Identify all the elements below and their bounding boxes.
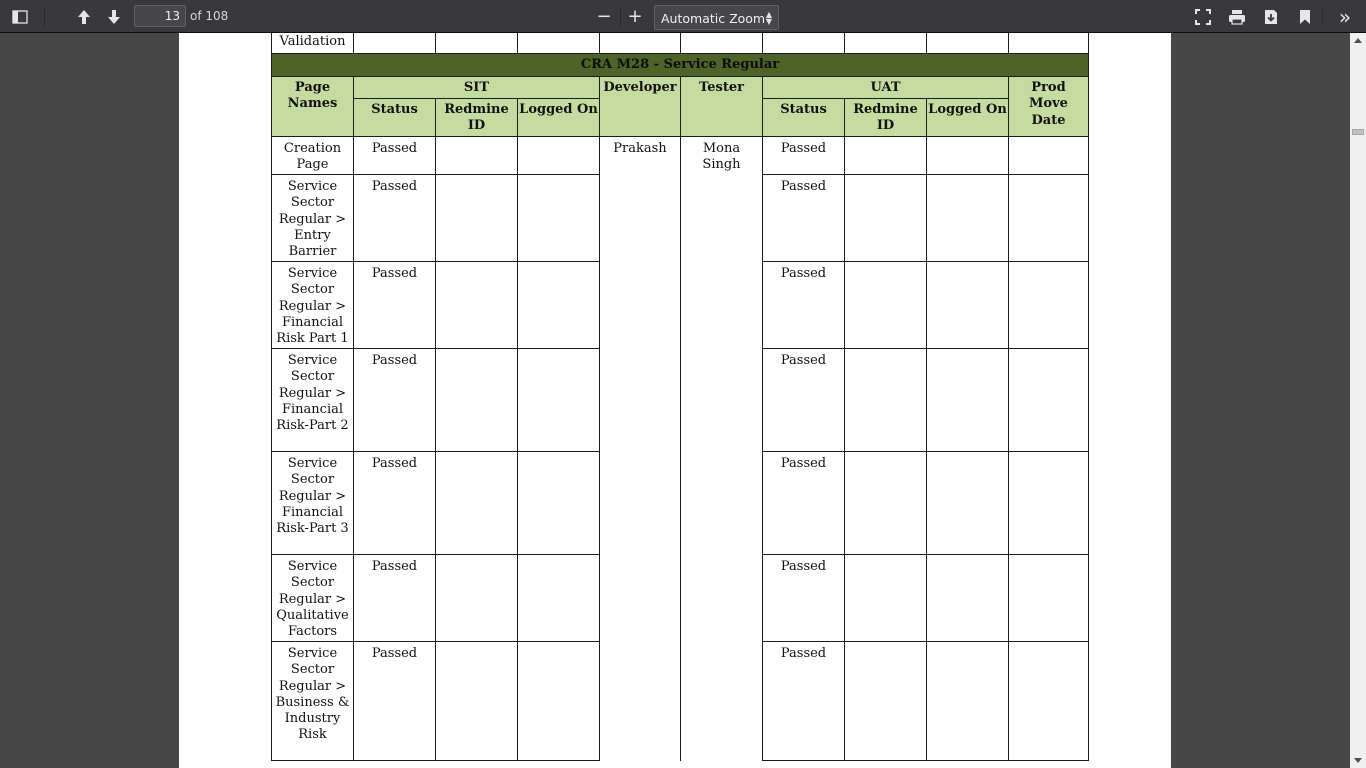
page-name-cell: Service Sector Regular > Financial Risk Part 1 [272, 262, 354, 349]
fullscreen-icon [1195, 9, 1211, 25]
table-title-row [272, 54, 1089, 77]
zoom-select[interactable] [654, 5, 779, 30]
pdf-page [179, 33, 1171, 768]
header-sit: SIT [354, 77, 600, 99]
page-name-cell: Service Sector Regular > Qualitative Factors [272, 555, 354, 642]
empty-cell [354, 33, 436, 54]
header-uat-logged-on: Logged On [927, 99, 1009, 137]
download-button[interactable] [1258, 4, 1284, 29]
sit-logged-cell [518, 137, 600, 175]
toolbar-separator [1322, 7, 1323, 26]
sit-logged-cell [518, 262, 600, 349]
printer-icon [1228, 9, 1246, 25]
next-page-button[interactable] [101, 4, 127, 29]
presentation-mode-button[interactable] [1190, 4, 1216, 29]
uat-redmine-cell [845, 452, 927, 555]
header-uat-redmine-id: Redmine ID [845, 99, 927, 137]
sit-status-cell: Passed [354, 262, 436, 349]
uat-redmine-cell [845, 137, 927, 175]
zoom-in-button[interactable] [622, 4, 648, 29]
uat-logged-cell [927, 452, 1009, 555]
sit-logged-cell [518, 555, 600, 642]
uat-redmine-cell [845, 642, 927, 761]
header-sit-redmine-id: Redmine ID [436, 99, 518, 137]
header-row [272, 77, 1089, 99]
empty-cell [763, 33, 845, 54]
test-status-table [271, 33, 1089, 761]
sidebar-toggle-button[interactable] [7, 4, 33, 29]
empty-cell [600, 33, 681, 54]
table-title: CRA M28 - Service Regular [272, 54, 1089, 77]
header-developer: Developer [600, 77, 681, 137]
empty-cell [1009, 33, 1089, 54]
uat-logged-cell [927, 137, 1009, 175]
table-row [272, 33, 1089, 54]
developer-cell [600, 137, 681, 761]
header-uat-status: Status [763, 99, 845, 137]
table-row [272, 137, 1089, 175]
arrow-down-icon [107, 9, 121, 25]
print-button[interactable] [1224, 4, 1250, 29]
sit-status-cell: Passed [354, 642, 436, 761]
sit-status-cell: Passed [354, 349, 436, 452]
page-name-cell: Service Sector Regular > Financial Risk-Part 2 [272, 349, 354, 452]
tools-menu-button[interactable] [1332, 4, 1358, 29]
tester-cell [681, 137, 763, 761]
empty-cell [518, 33, 600, 54]
document-viewer[interactable] [0, 33, 1366, 768]
uat-logged-cell [927, 175, 1009, 262]
page-name-cell: Service Sector Regular > Business & Industry Risk [272, 642, 354, 761]
pdf-toolbar [0, 0, 1366, 33]
sit-status-cell: Passed [354, 555, 436, 642]
sit-redmine-cell [436, 175, 518, 262]
zoom-out-button[interactable] [591, 4, 617, 29]
page-number-input[interactable]: 13 [134, 5, 186, 27]
uat-logged-cell [927, 349, 1009, 452]
prod-move-date-cell [1009, 349, 1089, 452]
scroll-up-button[interactable] [1350, 33, 1366, 49]
empty-cell [927, 33, 1009, 54]
empty-cell [845, 33, 927, 54]
sit-redmine-cell [436, 642, 518, 761]
prod-move-date-cell [1009, 452, 1089, 555]
sit-status-cell: Passed [354, 175, 436, 262]
sit-logged-cell [518, 642, 600, 761]
previous-page-button[interactable] [71, 4, 97, 29]
minus-icon: − [596, 6, 612, 27]
download-icon [1263, 9, 1279, 25]
prod-move-date-cell [1009, 555, 1089, 642]
page-name-cell: Creation Page [272, 137, 354, 175]
uat-status-cell: Passed [763, 349, 845, 452]
header-uat: UAT [763, 77, 1009, 99]
sit-status-cell: Passed [354, 452, 436, 555]
triangle-up-icon [1350, 33, 1366, 49]
bookmark-icon [1299, 9, 1311, 25]
sit-redmine-cell [436, 262, 518, 349]
sit-redmine-cell [436, 349, 518, 452]
sit-logged-cell [518, 175, 600, 262]
scroll-down-button[interactable] [1350, 752, 1366, 768]
prod-move-date-cell [1009, 175, 1089, 262]
developer-name: Prakash [613, 141, 667, 156]
sit-logged-cell [518, 349, 600, 452]
empty-cell [681, 33, 763, 54]
uat-status-cell: Passed [763, 452, 845, 555]
toolbar-separator [44, 7, 45, 26]
bookmark-button[interactable] [1292, 4, 1318, 29]
sit-redmine-cell [436, 555, 518, 642]
sit-logged-cell [518, 452, 600, 555]
vertical-scrollbar[interactable] [1350, 33, 1366, 768]
sit-status-cell: Passed [354, 137, 436, 175]
sidebar-icon [12, 10, 28, 24]
triangle-down-icon [1350, 752, 1366, 768]
uat-redmine-cell [845, 555, 927, 642]
empty-cell [436, 33, 518, 54]
toolbar-separator [620, 7, 621, 26]
header-sit-logged-on: Logged On [518, 99, 600, 137]
sit-redmine-cell [436, 452, 518, 555]
page-name-cell: Service Sector Regular > Entry Barrier [272, 175, 354, 262]
uat-logged-cell [927, 555, 1009, 642]
page-count-label: of 108 [190, 9, 229, 23]
uat-status-cell: Passed [763, 137, 845, 175]
prod-move-date-cell [1009, 137, 1089, 175]
uat-status-cell: Passed [763, 175, 845, 262]
prod-move-date-cell [1009, 262, 1089, 349]
uat-status-cell: Passed [763, 642, 845, 761]
arrow-up-icon [77, 9, 91, 25]
prod-move-date-cell [1009, 642, 1089, 761]
page-name-cell: Service Sector Regular > Financial Risk-Part 3 [272, 452, 354, 555]
uat-logged-cell [927, 262, 1009, 349]
uat-redmine-cell [845, 175, 927, 262]
sit-redmine-cell [436, 137, 518, 175]
uat-redmine-cell [845, 262, 927, 349]
page-name-cell: Validation [272, 33, 354, 54]
scrollbar-thumb[interactable] [1352, 129, 1364, 135]
header-page-names: Page Names [272, 77, 354, 137]
plus-icon: + [627, 6, 643, 27]
double-chevron-right-icon: » [1338, 4, 1352, 29]
uat-status-cell: Passed [763, 262, 845, 349]
header-prod-move-date: Prod Move Date [1009, 77, 1089, 137]
select-arrows-icon: ▲ ▼ [765, 10, 772, 26]
uat-redmine-cell [845, 349, 927, 452]
header-sit-status: Status [354, 99, 436, 137]
uat-status-cell: Passed [763, 555, 845, 642]
uat-logged-cell [927, 642, 1009, 761]
header-tester: Tester [681, 77, 763, 137]
tester-name: Mona Singh [702, 141, 741, 173]
zoom-select-value: Automatic Zoom [661, 11, 766, 26]
